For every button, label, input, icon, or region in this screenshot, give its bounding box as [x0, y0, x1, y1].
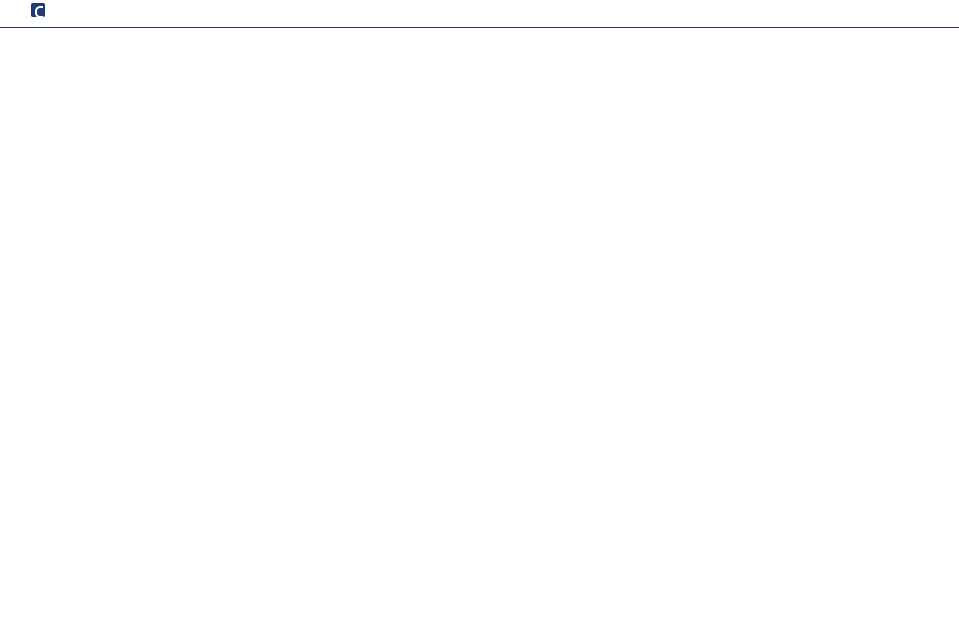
- header-divider: [0, 27, 959, 28]
- ciech-logo-icon: [31, 3, 45, 17]
